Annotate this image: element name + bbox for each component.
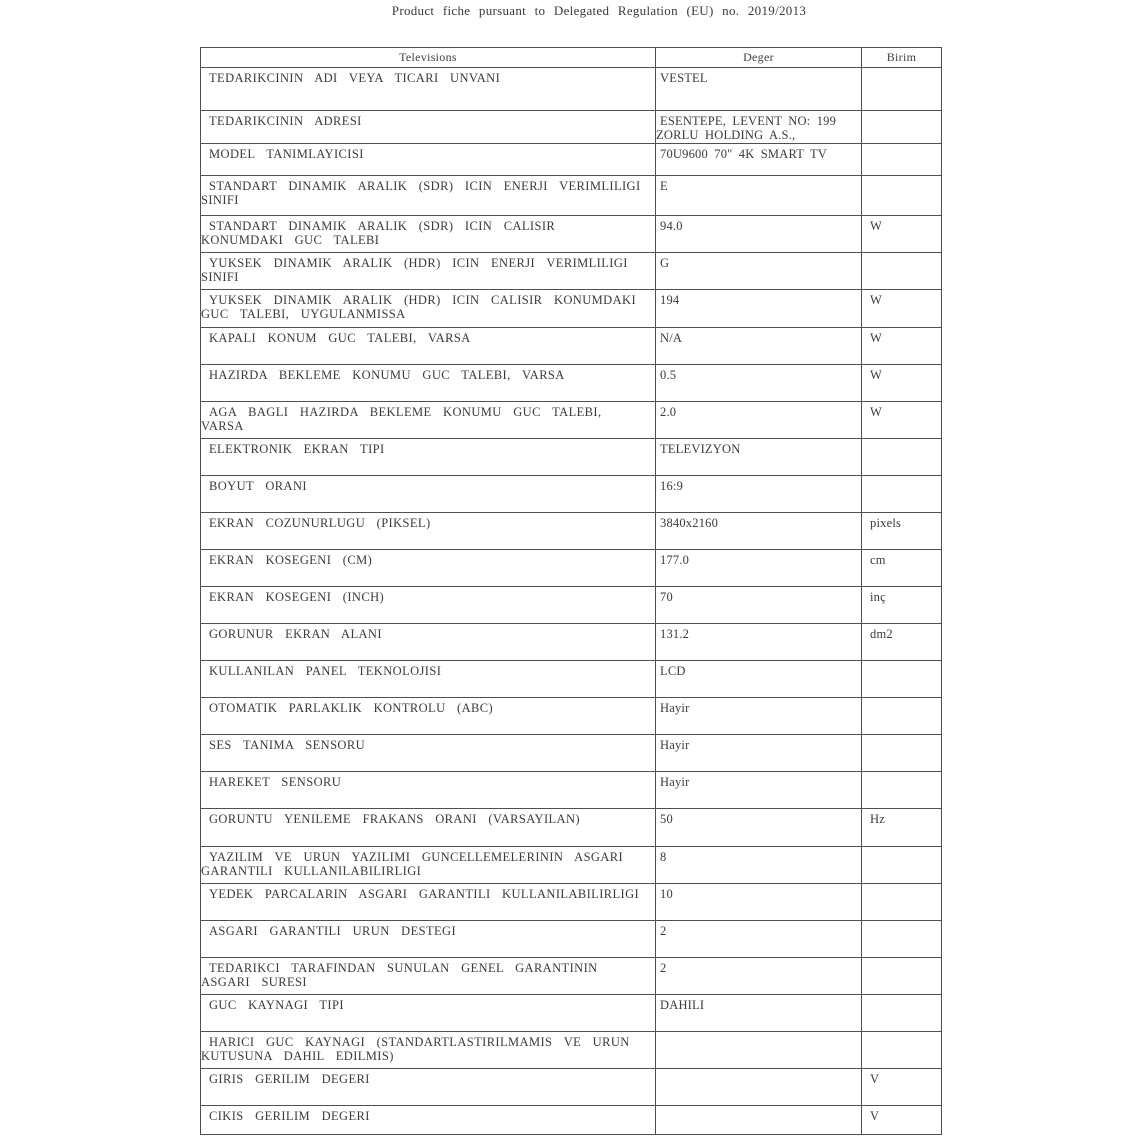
row-value: 177.0 — [656, 550, 862, 587]
row-label: KULLANILAN PANEL TEKNOLOJISI — [201, 661, 656, 698]
row-unit: W — [862, 328, 942, 365]
row-label: HAREKET SENSORU — [201, 772, 656, 809]
row-value: LCD — [656, 661, 862, 698]
row-unit: Hz — [862, 809, 942, 847]
row-unit: W — [862, 402, 942, 439]
row-label: HARICI GUC KAYNAGI (STANDARTLASTIRILMAMIS VE URUN KUTUSUNA DAHIL EDILMIS) — [201, 1032, 656, 1069]
row-label: HAZIRDA BEKLEME KONUMU GUC TALEBI, VARSA — [201, 365, 656, 402]
row-unit — [862, 958, 942, 995]
row-label: CIKIS GERILIM DEGERI — [201, 1106, 656, 1135]
row-unit: cm — [862, 550, 942, 587]
row-label: MODEL TANIMLAYICISI — [201, 144, 656, 176]
table-row — [201, 253, 942, 290]
row-label: AGA BAGLI HAZIRDA BEKLEME KONUMU GUC TALEBI, VARSA — [201, 402, 656, 439]
row-label: EKRAN KOSEGENI (INCH) — [201, 587, 656, 624]
row-value: G — [656, 253, 862, 290]
row-unit — [862, 176, 942, 216]
row-unit: W — [862, 216, 942, 253]
row-value: 0.5 — [656, 365, 862, 402]
row-label: TEDARIKCININ ADI VEYA TICARI UNVANI — [201, 68, 656, 111]
table-row — [201, 921, 942, 958]
row-label: YUKSEK DINAMIK ARALIK (HDR) ICIN ENERJI VERIMLILIGI SINIFI — [201, 253, 656, 290]
row-value: Hayir — [656, 698, 862, 735]
row-unit — [862, 661, 942, 698]
table-row — [201, 328, 942, 365]
row-label: YUKSEK DINAMIK ARALIK (HDR) ICIN CALISIR KONUMDAKI GUC TALEBI, UYGULANMISSA — [201, 290, 656, 328]
row-value: E — [656, 176, 862, 216]
row-unit — [862, 698, 942, 735]
table-row — [201, 111, 942, 144]
row-label: OTOMATIK PARLAKLIK KONTROLU (ABC) — [201, 698, 656, 735]
row-value: 2 — [656, 958, 862, 995]
table-row — [201, 995, 942, 1032]
row-unit: dm2 — [862, 624, 942, 661]
row-label: GORUNUR EKRAN ALANI — [201, 624, 656, 661]
row-unit: W — [862, 290, 942, 328]
table-row — [201, 847, 942, 884]
row-unit — [862, 884, 942, 921]
row-label: SES TANIMA SENSORU — [201, 735, 656, 772]
table-row — [201, 809, 942, 847]
row-unit — [862, 253, 942, 290]
row-unit — [862, 921, 942, 958]
row-value: 131.2 — [656, 624, 862, 661]
table-row — [201, 735, 942, 772]
product-fiche-table — [200, 47, 942, 1135]
row-value: N/A — [656, 328, 862, 365]
row-label: GORUNTU YENILEME FRAKANS ORANI (VARSAYILAN) — [201, 809, 656, 847]
row-unit — [862, 1032, 942, 1069]
row-label: TEDARIKCI TARAFINDAN SUNULAN GENEL GARANTININ ASGARI SURESI — [201, 958, 656, 995]
row-value: ESENTEPE, LEVENT NO: 199 ZORLU HOLDING A.S., — [656, 111, 862, 144]
table-row — [201, 68, 942, 111]
table-row — [201, 176, 942, 216]
row-value: 8 — [656, 847, 862, 884]
row-label: EKRAN COZUNURLUGU (PIKSEL) — [201, 513, 656, 550]
row-label: GUC KAYNAGI TIPI — [201, 995, 656, 1032]
row-unit: inç — [862, 587, 942, 624]
row-value: 2 — [656, 921, 862, 958]
row-label: STANDART DINAMIK ARALIK (SDR) ICIN CALISIR KONUMDAKI GUC TALEBI — [201, 216, 656, 253]
row-label: YEDEK PARCALARIN ASGARI GARANTILI KULLANILABILIRLIGI — [201, 884, 656, 921]
row-value: 94.0 — [656, 216, 862, 253]
table-row — [201, 587, 942, 624]
row-unit — [862, 772, 942, 809]
row-label: STANDART DINAMIK ARALIK (SDR) ICIN ENERJI VERIMLILIGI SINIFI — [201, 176, 656, 216]
row-unit: V — [862, 1106, 942, 1135]
row-value: 70 — [656, 587, 862, 624]
row-value: 10 — [656, 884, 862, 921]
row-value: 194 — [656, 290, 862, 328]
row-value: TELEVIZYON — [656, 439, 862, 476]
table-row — [201, 144, 942, 176]
table-row — [201, 958, 942, 995]
row-unit — [862, 476, 942, 513]
row-unit — [862, 847, 942, 884]
row-value — [656, 1069, 862, 1106]
row-value — [656, 1106, 862, 1135]
row-label: EKRAN KOSEGENI (CM) — [201, 550, 656, 587]
row-unit: pixels — [862, 513, 942, 550]
row-value: VESTEL — [656, 68, 862, 111]
row-unit: W — [862, 365, 942, 402]
row-unit — [862, 439, 942, 476]
row-value: 16:9 — [656, 476, 862, 513]
row-label: YAZILIM VE URUN YAZILIMI GUNCELLEMELERININ ASGARI GARANTILI KULLANILABILIRLIGI — [201, 847, 656, 884]
table-row — [201, 772, 942, 809]
table-row — [201, 476, 942, 513]
table-row — [201, 216, 942, 253]
row-value: 50 — [656, 809, 862, 847]
row-unit — [862, 111, 942, 144]
row-value: 3840x2160 — [656, 513, 862, 550]
table-row — [201, 884, 942, 921]
table-row — [201, 402, 942, 439]
row-label: ELEKTRONIK EKRAN TIPI — [201, 439, 656, 476]
column-header-deger: Deger — [656, 48, 862, 68]
row-value: DAHILI — [656, 995, 862, 1032]
table-row — [201, 624, 942, 661]
table-row — [201, 1032, 942, 1069]
row-value: Hayir — [656, 772, 862, 809]
row-label: TEDARIKCININ ADRESI — [201, 111, 656, 144]
row-value: 70U9600 70" 4K SMART TV — [656, 144, 862, 176]
row-label: GIRIS GERILIM DEGERI — [201, 1069, 656, 1106]
row-unit — [862, 735, 942, 772]
table-row — [201, 550, 942, 587]
column-header-birim: Birim — [862, 48, 942, 68]
table-row — [201, 698, 942, 735]
row-unit: V — [862, 1069, 942, 1106]
row-unit — [862, 995, 942, 1032]
row-label: KAPALI KONUM GUC TALEBI, VARSA — [201, 328, 656, 365]
table-row — [201, 365, 942, 402]
table-row — [201, 1106, 942, 1135]
row-label: ASGARI GARANTILI URUN DESTEGI — [201, 921, 656, 958]
table-header-row — [201, 48, 942, 68]
table-row — [201, 439, 942, 476]
column-header-televisions: Televisions — [201, 48, 656, 68]
table-row — [201, 661, 942, 698]
row-value: 2.0 — [656, 402, 862, 439]
row-value: Hayir — [656, 735, 862, 772]
row-unit — [862, 144, 942, 176]
row-unit — [862, 68, 942, 111]
row-value — [656, 1032, 862, 1069]
table-row — [201, 513, 942, 550]
document-title: Product fiche pursuant to Delegated Regulation (EU) no. 2019/2013 — [391, 3, 807, 18]
table-row — [201, 1069, 942, 1106]
table-row — [201, 290, 942, 328]
row-label: BOYUT ORANI — [201, 476, 656, 513]
